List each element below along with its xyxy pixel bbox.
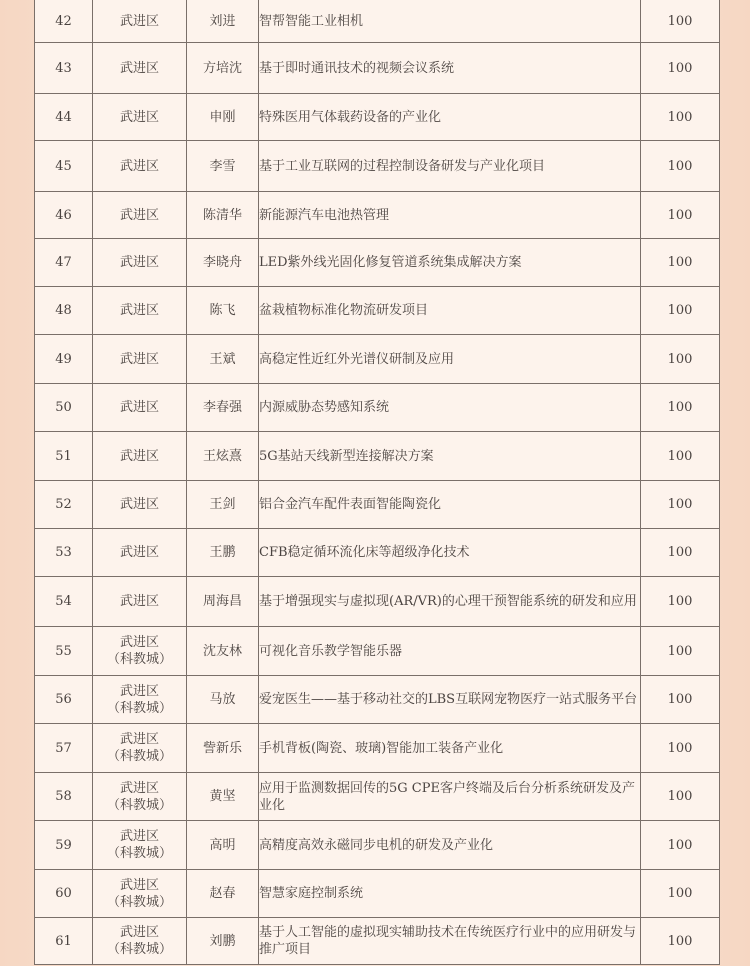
table-row xyxy=(35,0,720,43)
district-cell xyxy=(93,239,187,287)
project-title: 基于工业互联网的过程控制设备研发与产业化项目 xyxy=(259,141,641,192)
person-name: 王炫熹 xyxy=(187,432,259,481)
row-number: 45 xyxy=(35,141,93,192)
funding-amount: 100 xyxy=(641,676,720,724)
table-row xyxy=(35,43,720,94)
table-row xyxy=(35,335,720,384)
district-cell xyxy=(93,192,187,239)
table-row xyxy=(35,94,720,141)
person-name: 陈清华 xyxy=(187,192,259,239)
district-name: 武进区 xyxy=(119,13,159,29)
project-title: 高精度高效永磁同步电机的研发及产业化 xyxy=(259,821,641,870)
district-name: 武进区 xyxy=(119,255,159,270)
row-number: 47 xyxy=(35,239,93,287)
table-row xyxy=(35,384,720,432)
person-name: 王斌 xyxy=(187,335,259,384)
project-title: CFB稳定循环流化床等超级净化技术 xyxy=(259,529,641,577)
funding-amount: 100 xyxy=(641,239,720,287)
project-title: 特殊医用气体载药设备的产业化 xyxy=(259,94,641,141)
district-cell xyxy=(93,918,187,965)
district-name: 武进区 xyxy=(119,109,159,125)
district-cell xyxy=(93,870,187,918)
row-number: 42 xyxy=(35,0,93,43)
district-name: 武进区 xyxy=(119,303,159,318)
district-name: 武进区 xyxy=(119,351,159,367)
funding-amount: 100 xyxy=(641,821,720,870)
project-title: 智帮智能工业相机 xyxy=(259,0,641,43)
district-cell xyxy=(93,94,187,141)
person-name: 李雪 xyxy=(187,141,259,192)
person-name: 沈友林 xyxy=(187,627,259,676)
project-title: 应用于监测数据回传的5G CPE客户终端及后台分析系统研发及产业化 xyxy=(259,773,641,821)
project-title: 铝合金汽车配件表面智能陶瓷化 xyxy=(259,481,641,529)
project-title: 5G基站天线新型连接解决方案 xyxy=(259,432,641,481)
project-title: 新能源汽车电池热管理 xyxy=(259,192,641,239)
funding-amount: 100 xyxy=(641,335,720,384)
district-name: 武进区 xyxy=(119,400,159,415)
district-name: 武进区 xyxy=(119,497,159,512)
district-name: 武进区 xyxy=(119,207,159,223)
district-name: 武进区 xyxy=(119,60,159,76)
district-subarea: （科教城） xyxy=(106,894,172,910)
table-row xyxy=(35,821,720,870)
project-table xyxy=(34,0,720,965)
district-subarea: （科教城） xyxy=(106,846,172,861)
district-cell xyxy=(93,481,187,529)
funding-amount: 100 xyxy=(641,141,720,192)
project-title: 基于人工智能的虚拟现实辅助技术在传统医疗行业中的应用研发与推广项目 xyxy=(259,918,641,965)
table-row xyxy=(35,192,720,239)
district-cell xyxy=(93,287,187,335)
district-cell xyxy=(93,141,187,192)
district-cell xyxy=(93,627,187,676)
district-subarea: （科教城） xyxy=(106,942,172,957)
district-cell xyxy=(93,676,187,724)
row-number: 48 xyxy=(35,287,93,335)
table-body xyxy=(35,0,720,965)
person-name: 陈飞 xyxy=(187,287,259,335)
district-name: 武进区 xyxy=(119,829,159,844)
person-name: 赵春 xyxy=(187,870,259,918)
table-row xyxy=(35,627,720,676)
row-number: 49 xyxy=(35,335,93,384)
table-row xyxy=(35,724,720,773)
district-cell xyxy=(93,724,187,773)
funding-amount: 100 xyxy=(641,773,720,821)
project-title: 内源威胁态势感知系统 xyxy=(259,384,641,432)
district-name: 武进区 xyxy=(119,158,159,174)
project-title: 可视化音乐教学智能乐器 xyxy=(259,627,641,676)
row-number: 56 xyxy=(35,676,93,724)
district-cell xyxy=(93,432,187,481)
district-cell xyxy=(93,384,187,432)
person-name: 申刚 xyxy=(187,94,259,141)
district-name: 武进区 xyxy=(119,545,159,560)
row-number: 43 xyxy=(35,43,93,94)
district-cell xyxy=(93,577,187,627)
table-row xyxy=(35,239,720,287)
row-number: 46 xyxy=(35,192,93,239)
funding-amount: 100 xyxy=(641,432,720,481)
project-title: 手机背板(陶瓷、玻璃)智能加工装备产业化 xyxy=(259,724,641,773)
funding-amount: 100 xyxy=(641,577,720,627)
row-number: 57 xyxy=(35,724,93,773)
funding-amount: 100 xyxy=(641,481,720,529)
row-number: 54 xyxy=(35,577,93,627)
table-row xyxy=(35,529,720,577)
project-title: 智慧家庭控制系统 xyxy=(259,870,641,918)
funding-amount: 100 xyxy=(641,918,720,965)
table-row xyxy=(35,870,720,918)
table-row xyxy=(35,773,720,821)
district-subarea: （科教城） xyxy=(106,797,172,813)
row-number: 59 xyxy=(35,821,93,870)
row-number: 44 xyxy=(35,94,93,141)
person-name: 李春强 xyxy=(187,384,259,432)
row-number: 53 xyxy=(35,529,93,577)
district-subarea: （科教城） xyxy=(106,652,172,667)
person-name: 訾新乐 xyxy=(187,724,259,773)
table-row xyxy=(35,287,720,335)
funding-amount: 100 xyxy=(641,724,720,773)
project-title: 爱宠医生——基于移动社交的LBS互联网宠物医疗一站式服务平台 xyxy=(259,676,641,724)
person-name: 高明 xyxy=(187,821,259,870)
row-number: 50 xyxy=(35,384,93,432)
row-number: 51 xyxy=(35,432,93,481)
table-row xyxy=(35,577,720,627)
table-row xyxy=(35,481,720,529)
project-title: 高稳定性近红外光谱仪研制及应用 xyxy=(259,335,641,384)
table-row xyxy=(35,141,720,192)
person-name: 黄坚 xyxy=(187,773,259,821)
project-title: 基于增强现实与虚拟现(AR/VR)的心理干预智能系统的研发和应用 xyxy=(259,577,641,627)
district-cell xyxy=(93,0,187,43)
project-title: 盆栽植物标准化物流研发项目 xyxy=(259,287,641,335)
district-name: 武进区 xyxy=(119,877,159,893)
district-name: 武进区 xyxy=(119,683,159,699)
district-cell xyxy=(93,773,187,821)
person-name: 周海昌 xyxy=(187,577,259,627)
funding-amount: 100 xyxy=(641,94,720,141)
district-cell xyxy=(93,43,187,94)
row-number: 58 xyxy=(35,773,93,821)
person-name: 王剑 xyxy=(187,481,259,529)
project-title: 基于即时通讯技术的视频会议系统 xyxy=(259,43,641,94)
person-name: 刘鹏 xyxy=(187,918,259,965)
person-name: 李晓舟 xyxy=(187,239,259,287)
district-name: 武进区 xyxy=(119,635,159,650)
person-name: 马放 xyxy=(187,676,259,724)
funding-amount: 100 xyxy=(641,43,720,94)
district-cell xyxy=(93,335,187,384)
table-row xyxy=(35,432,720,481)
table-row xyxy=(35,676,720,724)
funding-amount: 100 xyxy=(641,627,720,676)
row-number: 61 xyxy=(35,918,93,965)
district-name: 武进区 xyxy=(119,448,159,464)
district-name: 武进区 xyxy=(119,594,159,609)
row-number: 52 xyxy=(35,481,93,529)
person-name: 刘进 xyxy=(187,0,259,43)
table-row xyxy=(35,918,720,965)
district-name: 武进区 xyxy=(119,732,159,747)
district-name: 武进区 xyxy=(119,925,159,940)
row-number: 60 xyxy=(35,870,93,918)
row-number: 55 xyxy=(35,627,93,676)
district-subarea: （科教城） xyxy=(106,700,172,716)
funding-amount: 100 xyxy=(641,384,720,432)
funding-amount: 100 xyxy=(641,529,720,577)
funding-amount: 100 xyxy=(641,870,720,918)
district-cell xyxy=(93,821,187,870)
funding-amount: 100 xyxy=(641,192,720,239)
person-name: 方培沈 xyxy=(187,43,259,94)
funding-amount: 100 xyxy=(641,0,720,43)
funding-amount: 100 xyxy=(641,287,720,335)
district-name: 武进区 xyxy=(119,780,159,796)
person-name: 王鹏 xyxy=(187,529,259,577)
district-cell xyxy=(93,529,187,577)
district-subarea: （科教城） xyxy=(106,749,172,764)
project-title: LED紫外线光固化修复管道系统集成解决方案 xyxy=(259,239,641,287)
